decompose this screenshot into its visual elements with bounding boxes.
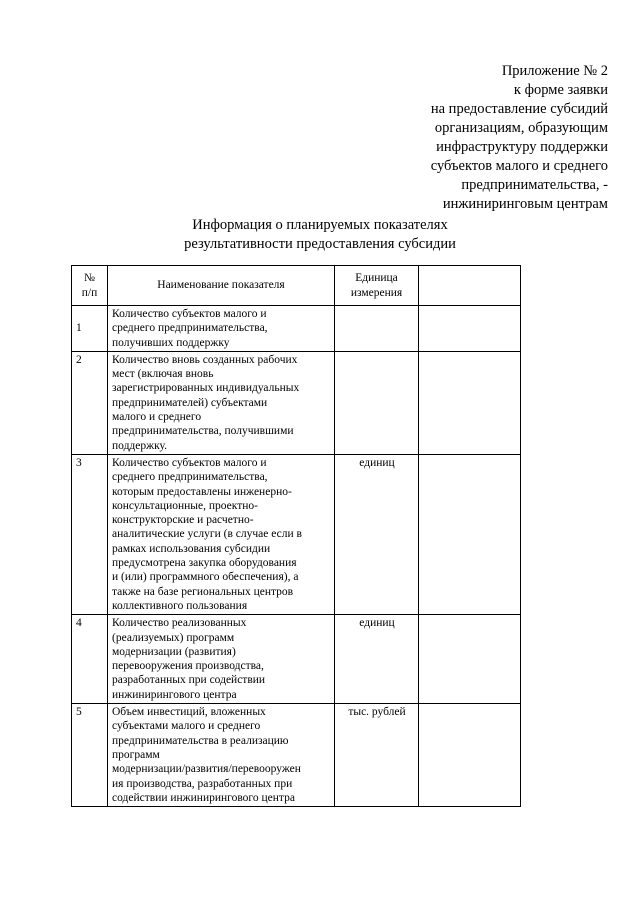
row-number-text: 1 bbox=[76, 322, 82, 334]
indicator-line: предусмотрена закупка оборудования bbox=[112, 557, 297, 570]
row-value-cell[interactable] bbox=[419, 615, 521, 704]
indicator-line: рамках использования субсидии bbox=[112, 542, 271, 555]
indicator-line: содействии инжинирингового центра bbox=[112, 791, 295, 804]
indicator-line: конструкторские и расчетно- bbox=[112, 514, 254, 527]
indicator-line: получивших поддержку bbox=[112, 336, 230, 349]
row-number: 5 bbox=[72, 704, 108, 807]
indicator-line: (реализуемых) программ bbox=[112, 631, 235, 644]
row-number: 4 bbox=[72, 615, 108, 704]
indicator-line: предпринимателей) субъектами bbox=[112, 396, 268, 409]
row-unit bbox=[335, 351, 419, 454]
header-unit bbox=[335, 266, 419, 306]
row-value-cell[interactable] bbox=[419, 306, 521, 352]
row-value-cell[interactable] bbox=[419, 351, 521, 454]
indicator-line: мест (включая вновь bbox=[112, 368, 214, 381]
indicator-line: инжинирингового центра bbox=[112, 688, 237, 701]
table-row bbox=[72, 454, 521, 614]
row-unit bbox=[335, 306, 419, 352]
indicator-line: которым предоставлены инженерно- bbox=[112, 485, 292, 498]
appendix-line: Приложение № 2 bbox=[501, 63, 608, 79]
indicator-line: коллективного пользования bbox=[112, 599, 248, 612]
indicator-line: предпринимательства, получившими bbox=[112, 425, 294, 438]
appendix-header bbox=[431, 62, 608, 214]
indicator-line: и (или) программного обеспечения), а bbox=[112, 571, 299, 584]
appendix-line: инфраструктуру поддержки bbox=[436, 139, 608, 155]
indicator-line: субъектами малого и среднего bbox=[112, 720, 261, 733]
indicator-line: поддержку. bbox=[112, 439, 167, 452]
header-unit-line1: Единица bbox=[355, 272, 398, 285]
row-value-cell[interactable] bbox=[419, 454, 521, 614]
indicator-line: предпринимательства в реализацию bbox=[112, 734, 289, 747]
row-indicator-name bbox=[108, 306, 335, 352]
indicator-line: консультационные, проектно- bbox=[112, 499, 258, 512]
header-value bbox=[419, 266, 521, 306]
indicator-line: Количество реализованных bbox=[112, 617, 247, 630]
table-header-row bbox=[72, 266, 521, 306]
table-row bbox=[72, 704, 521, 807]
indicator-line: Количество субъектов малого и bbox=[112, 308, 267, 320]
indicator-line: также на базе региональных центров bbox=[112, 585, 294, 598]
indicator-line: разработанных при содействии bbox=[112, 674, 266, 687]
indicator-line: Объем инвестиций, вложенных bbox=[112, 706, 266, 719]
indicator-line: Количество вновь созданных рабочих bbox=[112, 353, 298, 366]
row-indicator-name bbox=[108, 704, 335, 807]
indicator-line: среднего предпринимательства, bbox=[112, 322, 268, 335]
indicator-line: зарегистрированных индивидуальных bbox=[112, 382, 300, 395]
table-row bbox=[72, 351, 521, 454]
appendix-line: к форме заявки bbox=[513, 82, 608, 98]
appendix-line: инжиниринговым центрам bbox=[442, 196, 608, 212]
row-unit: единиц bbox=[335, 615, 419, 704]
row-indicator-name bbox=[108, 615, 335, 704]
header-number-line1: № bbox=[84, 272, 95, 285]
indicator-line: перевооружения производства, bbox=[112, 660, 264, 673]
indicators-table bbox=[71, 265, 521, 807]
appendix-line: предпринимательства, - bbox=[461, 177, 608, 193]
header-indicator-name: Наименование показателя bbox=[108, 266, 335, 306]
header-number bbox=[72, 266, 108, 306]
appendix-line: субъектов малого и среднего bbox=[430, 158, 608, 174]
row-indicator-name bbox=[108, 454, 335, 614]
header-number-line2: п/п bbox=[81, 286, 98, 299]
indicator-line: программ bbox=[112, 748, 160, 761]
document-title bbox=[0, 216, 640, 254]
row-unit: тыс. рублей bbox=[335, 704, 419, 807]
appendix-line: на предоставление субсидий bbox=[430, 101, 608, 117]
row-number: 3 bbox=[72, 454, 108, 614]
row-unit: единиц bbox=[335, 454, 419, 614]
indicator-line: Количество субъектов малого и bbox=[112, 456, 267, 469]
indicator-line: аналитические услуги (в случае если в bbox=[112, 528, 302, 541]
indicator-line: модернизации (развития) bbox=[112, 645, 236, 658]
row-number bbox=[72, 306, 108, 352]
row-indicator-name bbox=[108, 351, 335, 454]
table-row bbox=[72, 615, 521, 704]
indicator-line: модернизации/развития/перевооружен bbox=[112, 763, 301, 776]
title-line-2: результативности предоставления субсидии bbox=[184, 236, 456, 252]
appendix-line: организациям, образующим bbox=[434, 120, 608, 136]
row-number: 2 bbox=[72, 351, 108, 454]
indicator-line: среднего предпринимательства, bbox=[112, 471, 268, 484]
row-value-cell[interactable] bbox=[419, 704, 521, 807]
indicator-line: ия производства, разработанных при bbox=[112, 777, 293, 790]
indicator-line: малого и среднего bbox=[112, 411, 202, 424]
title-line-1: Информация о планируемых показателях bbox=[192, 217, 448, 233]
header-unit-line2: измерения bbox=[350, 286, 403, 299]
table-row bbox=[72, 306, 521, 352]
